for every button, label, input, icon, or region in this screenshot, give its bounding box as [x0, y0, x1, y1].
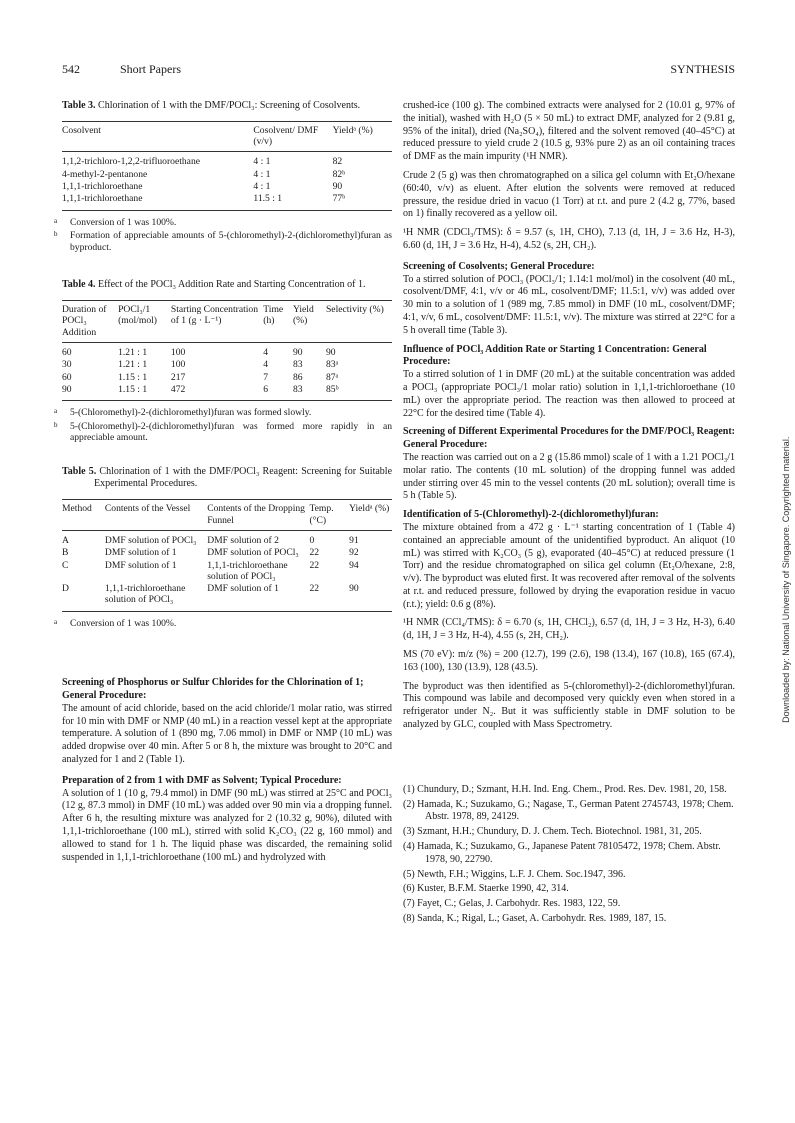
table-row — [62, 342, 392, 358]
table-row — [62, 559, 392, 583]
table4-header: Yield (%) — [293, 300, 326, 342]
table-cell: B — [62, 547, 69, 559]
reference-item: (5) Newth, F.H.; Wiggins, L.F. J. Chem. Soc.1947, 396. — [403, 868, 626, 880]
table-cell: 90 — [292, 346, 303, 358]
table-cell: 90 — [332, 181, 343, 193]
table-cell: 1.15 : 1 — [118, 371, 148, 383]
section-heading: Influence of POCl₃ Addition Rate or Starting 1 Concentration: General Procedure: — [403, 343, 707, 368]
table4 — [62, 300, 392, 401]
section-body: A solution of 1 (10 g, 79.4 mmol) in DMF (90 mL) was stirred at 25°C and POCl₃ (12 g, 87.3 mmol) in DMF (10 mL) was added over 90 min via a dropping funnel. After 6 h, the resulting mixture was analyzed for 2 (10.32 g, 90%), diluted with 1,1,1-trichloroethane (100 mL), stirred with solid K₂CO₃ (22 g, 160 mmol) and allowed to stand for 1 h. The liquid phase was discarded, the remaining solid suspended in 1,1,1-trichloroethane (100 mL) and hydrolyzed with — [62, 787, 392, 863]
nmr-data: ¹H NMR (CDCl₃/TMS): δ = 9.57 (s, 1H, CHO), 7.13 (d, 1H, J = 3.6 Hz, H-3), 6.60 (d, 1H, J = 3.6 Hz, H-4), 4.52 (s, 2H, CH₂). — [403, 227, 735, 251]
reference-item: (3) Szmant, H.H.; Chundury, D. J. Chem. Tech. Biotechnol. 1981, 31, 205. — [403, 826, 702, 838]
paragraph: Crude 2 (5 g) was then chromatographed on a silica gel column with Et₂O/hexane (60:40, v/v) as eluent. After elution the solvents were removed at reduced pressure, the residue dried in vacuo (1 Torr) at r.t. and pure 2 (4.2 g, 77%, based on 1) finally recovered as a yellow oil. — [403, 169, 735, 220]
table-row — [62, 546, 392, 558]
table4-header: Time (h) — [263, 300, 293, 342]
table-cell: 1,1,1-trichloroethane solution of POCl₃ — [104, 583, 186, 606]
table4-caption-text: Effect of the POCl₃ Addition Rate and Starting Concentration of 1. — [98, 279, 366, 291]
reference-item: (1) Chundury, D.; Szmant, H.H. Ind. Eng. Chem., Prod. Res. Dev. 1981, 20, 158. — [403, 783, 727, 795]
table3-footnote — [54, 216, 392, 229]
table-cell: 4-methyl-2-pentanone — [62, 168, 148, 180]
left-column — [54, 100, 393, 864]
table4-caption — [62, 279, 392, 292]
table-cell: 30 — [62, 359, 72, 371]
table-cell: 4 — [263, 346, 269, 358]
table-cell: DMF solution of POCl₃ — [207, 547, 299, 559]
footnote-text: 5-(Chloromethyl)-2-(dichloromethyl)furan was formed slowly. — [70, 407, 312, 419]
section-body: The amount of acid chloride, based on the acid chloride/1 molar ratio, was stirred for 10 min with DMF or NMP (40 mL) in a reaction vessel kept at the appropriate temperature. A solution of 1 (890 mg, 7.06 mmol) in DMF or NMP (10 mL) was added dropwise over 40 min. After 5 or 8 h, the mixture was brought to 20°C and analyzed for 1 and 2 (Table 1). — [62, 702, 392, 766]
table5-header: Yieldᵃ (%) — [349, 500, 392, 531]
reference-item: (8) Sanda, K.; Rigal, L.; Gaset, A. Carbohydr. Res. 1989, 187, 15. — [403, 913, 667, 925]
section-body: To a stirred solution of 1 in DMF (20 mL) at the suitable concentration was added a POCl₃ (appropriate POCl₃/1 molar ratio) solution in 1,1,1-trichloroethane (10 mL) over the appropriate period. The reaction was then allowed to proceed at 22°C for the desired time (Table 4). — [403, 369, 735, 419]
table-cell: 90 — [349, 583, 359, 595]
table5 — [62, 499, 392, 612]
table-cell: C — [62, 559, 69, 571]
table-cell: 11.5 : 1 — [253, 193, 283, 205]
table-cell: DMF solution of POCl₃ — [104, 534, 197, 546]
nmr-data: ¹H NMR (CCl₄/TMS): δ = 6.70 (s, 1H, CHCl₂), 6.57 (d, 1H, J = 3 Hz, H-3), 6.40 (d, 1H, J = 3 Hz, H-4), 4.55 (s, 2H, CH₂). — [403, 617, 735, 642]
table5-footnote — [54, 617, 392, 630]
table4-header: Selectivity (%) — [326, 300, 392, 342]
table-row — [62, 180, 392, 192]
table3-footnote — [54, 230, 392, 253]
table-row — [62, 168, 392, 180]
table5-caption-text: Chlorination of 1 with the DMF/POCl₃ Reagent: Screening for Suitable Experimental Procedures. — [94, 465, 393, 490]
table-cell: 83ᵃ — [325, 359, 339, 371]
reference-item: (7) Fayet, C.; Gelas, J. Carbohydr. Res. 1983, 122, 59. — [403, 898, 621, 910]
table3-header: Yieldᵃ (%) — [333, 121, 392, 152]
table-row — [62, 530, 392, 546]
table5-header: Temp. (°C) — [309, 500, 349, 531]
table-cell: 60 — [62, 346, 72, 358]
table-cell: 4 : 1 — [253, 156, 271, 168]
table-cell: 60 — [62, 371, 72, 383]
table-cell: DMF solution of 1 — [104, 559, 177, 571]
table5-header: Contents of the Vessel — [105, 500, 207, 531]
footnote-text: 5-(Chloromethyl)-2-(dichloromethyl)furan was formed more rapidly in an appreciable amount. — [70, 420, 392, 444]
table-cell: 1,1,2-trichloro-1,2,2-trifluoroethane — [62, 156, 200, 168]
table-cell: 1,1,1-trichloroethane solution of POCl₃ — [207, 559, 288, 582]
table-row — [62, 582, 392, 611]
table3-caption-text: Chlorination of 1 with the DMF/POCl₃: Screening of Cosolvents. — [98, 100, 361, 111]
footnote-mark: b — [54, 420, 58, 429]
watermark-text: Downloaded by: National University of Singapore. Copyrighted material. — [781, 436, 792, 723]
table-cell: 22 — [309, 547, 320, 559]
table-row — [62, 152, 392, 168]
table-cell: 83 — [292, 383, 303, 395]
page-number: 542 — [62, 62, 80, 76]
table-cell: 22 — [309, 559, 320, 571]
table-row — [62, 358, 392, 370]
table-cell: 4 : 1 — [253, 168, 271, 180]
table5-caption — [62, 466, 392, 492]
table-cell: 6 — [263, 383, 269, 395]
right-column — [403, 100, 735, 928]
table-cell: 92 — [349, 547, 359, 559]
table4-header: Duration of POCl₃ Addition — [62, 300, 118, 342]
reference-item: (2) Hamada, K.; Suzukamo, G.; Nagase, T., German Patent 2745743, 1978; Chem. Abstr. 1978, 89, 24129. — [403, 798, 734, 823]
table-row — [62, 371, 392, 383]
table3-header: Cosolvent — [62, 121, 253, 152]
table-row — [62, 383, 392, 401]
table-cell: 4 : 1 — [253, 181, 271, 193]
journal-name: SYNTHESIS — [670, 62, 735, 76]
table-cell: 1.21 : 1 — [118, 359, 148, 371]
footnote-mark: a — [54, 407, 58, 416]
table-cell: 4 — [263, 359, 269, 371]
table4-footnote — [54, 420, 392, 444]
table-cell: DMF solution of 1 — [104, 547, 177, 559]
table-cell: DMF solution of 2 — [207, 534, 279, 546]
table-cell: 1,1,1-trichloroethane — [62, 193, 143, 205]
table-cell: 1,1,1-trichloroethane — [62, 181, 143, 193]
table3-header: Cosolvent/ DMF (v/v) — [253, 121, 332, 152]
table4-header: Starting Concentration of 1 (g · L⁻¹) — [171, 300, 263, 342]
table-cell: 91 — [349, 534, 359, 546]
table-cell: 0 — [309, 534, 315, 546]
table4-label: Table 4. — [62, 279, 96, 291]
table-cell: 1.15 : 1 — [118, 383, 148, 395]
table-cell: A — [62, 534, 69, 546]
reference-item: (6) Kuster, B.F.M. Staerke 1990, 42, 314. — [403, 883, 569, 895]
footnote-text: Conversion of 1 was 100%. — [70, 617, 177, 629]
table3 — [62, 121, 392, 211]
section-name: Short Papers — [120, 62, 181, 76]
table-cell: 82 — [332, 156, 343, 168]
download-watermark — [775, 380, 792, 780]
section-heading: Preparation of 2 from 1 with DMF as Solvent; Typical Procedure: — [62, 774, 342, 786]
table-cell: 82ᵇ — [332, 168, 346, 180]
table5-header: Method — [62, 500, 105, 531]
table-cell: 85ᵇ — [325, 383, 339, 395]
table3-caption — [62, 100, 392, 113]
table-cell: 87ᵃ — [325, 371, 339, 383]
table-cell: 94 — [349, 559, 359, 571]
section-body: To a stirred solution of POCl₃ (POCl₃/1; 1.14:1 mol/mol) in the cosolvent (40 mL, cosolvent/DMF, 4:1, v/v or 46 mL, cosolvent/DMF; 11.5:1, v/v) was added over 30 min to a solution of 1 (989 mg, 7.85 mmol) in DMF (10 mL, cosolvent/DMF; 4:1, v/v, 6 mL, cosolvent/DMF: 11.5:1, v/v). The mixture was stirred at 22°C for a 5 h overall time (Table 3). — [403, 273, 735, 336]
section-heading: Screening of Different Experimental Procedures for the DMF/POCl₃ Reagent: General Procedure: — [403, 426, 736, 451]
table-row — [62, 192, 392, 210]
table-cell: 83 — [292, 359, 303, 371]
table-cell: 1.21 : 1 — [118, 346, 148, 358]
table3-label: Table 3. — [62, 100, 96, 111]
section-body: The reaction was carried out on a 2 g (15.86 mmol) scale of 1 with a 1.21 POCl₃/1 molar ratio. The contents (10 mL solution) of the dropping funnel was added under stirring over 45 min to the vessel contents (20 mL solution); overall time is 5 h (Table 5). — [403, 451, 735, 502]
table-cell: 86 — [292, 371, 303, 383]
table5-label: Table 5. — [62, 465, 97, 477]
table-cell: 77ᵇ — [332, 193, 346, 205]
table-cell: 100 — [170, 346, 186, 358]
section-heading: Screening of Phosphorus or Sulfur Chlorides for the Chlorination of 1; General Procedure: — [62, 677, 364, 702]
table-cell: 217 — [170, 371, 186, 383]
table4-header: POCl₃/1 (mol/mol) — [118, 300, 171, 342]
references — [403, 784, 735, 926]
table5-header: Contents of the Dropping Funnel — [207, 500, 309, 531]
footnote-mark: a — [54, 617, 58, 626]
paragraph: crushed-ice (100 g). The combined extracts were analysed for 2 (10.01 g, 97% of the initial), washed with H₂O (5 × 50 mL) to extract DMF, analyzed for 2 (9.81 g, 95% of the inital), dried (Na₂SO₄), filtered and the solvent removed (40–45°C) at reduced pressure to yield crude 2 (10.5 g, 93% pure 2) as an oil containing traces of DMF as the main impurity (¹H NMR). — [403, 100, 735, 163]
table-cell: 472 — [170, 383, 186, 395]
table-cell: 22 — [309, 583, 320, 595]
footnote-mark: a — [54, 216, 58, 225]
table-cell: 100 — [170, 359, 186, 371]
table4-footnote — [54, 407, 392, 419]
table-cell: 7 — [263, 371, 269, 383]
ms-data: MS (70 eV): m/z (%) = 200 (12.7), 199 (2.6), 198 (13.4), 167 (10.8), 165 (67.4), 163 (100), 130 (13.9), 128 (43.5). — [403, 649, 735, 673]
table-cell: 90 — [325, 346, 336, 358]
footnote-text: Formation of appreciable amounts of 5-(chloromethyl)-2-(dichloromethyl)furan as byproduct. — [70, 230, 392, 253]
table-cell: D — [62, 583, 69, 595]
section-heading: Screening of Cosolvents; General Procedure: — [403, 260, 595, 272]
table-cell: 90 — [62, 383, 72, 395]
reference-item: (4) Hamada, K.; Suzukamo, G., Japanese Patent 78105472, 1978; Chem. Abstr. 1978, 90, 22790. — [403, 841, 721, 865]
section-body: The mixture obtained from a 472 g · L⁻¹ starting concentration of 1 (Table 4) contained an appreciable amount of the unidentified byproduct. An aliquot (10 mL) was stirred with K₂CO₃ (5 g), evaporated (40–45°C) at reduced pressure (1 Torr) and the residue chromatographed on silica gel column (Et₂O/hexane, 2:8, v/v). The byproduct was eluted first. It was recovered after removal of the solvents at r.t. and reduced pressure, followed by drying the evaporation residue in vacuo (r.t.); yield: 0.6 g (8%). — [403, 521, 735, 610]
table-cell: DMF solution of 1 — [207, 583, 279, 595]
footnote-mark: b — [54, 230, 58, 239]
paragraph: The byproduct was then identified as 5-(chloromethyl)-2-(dichloromethyl)furan. This compound was labile and decomposed very quickly even when stored in a refrigerator under N₂. But it was sufficiently stable in DMF solution to be analyzed by GLC, coupled with Mass Spectrometry. — [403, 680, 735, 731]
footnote-text: Conversion of 1 was 100%. — [70, 216, 177, 228]
section-heading: Identification of 5-(Chloromethyl)-2-(dichloromethyl)furan: — [403, 509, 659, 521]
